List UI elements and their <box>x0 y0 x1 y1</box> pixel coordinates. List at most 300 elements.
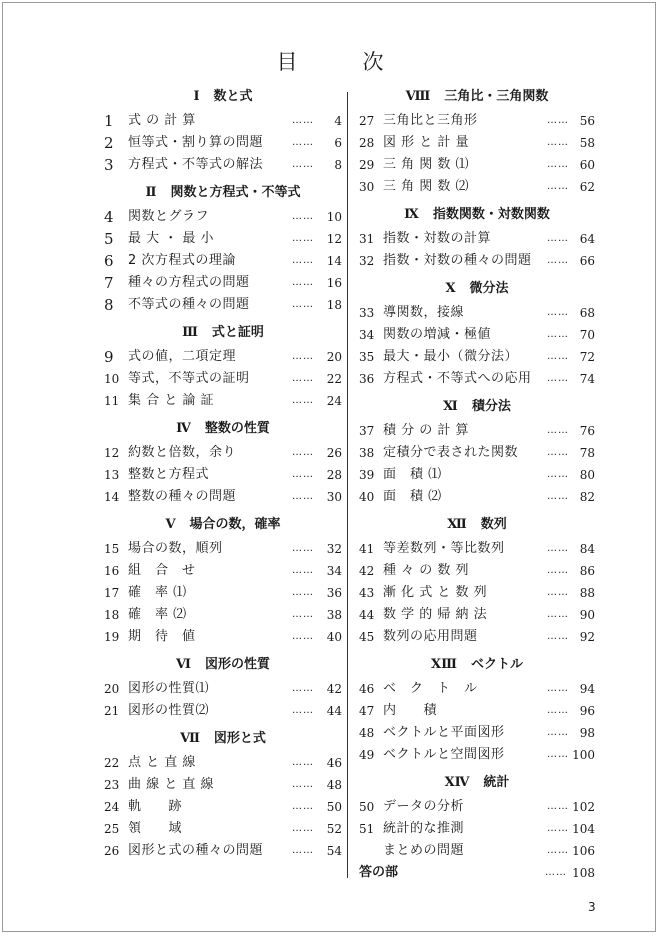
answers-page: 108 <box>572 866 595 880</box>
entry-title: 軌 跡 <box>128 799 183 814</box>
toc-entry[interactable] <box>355 132 599 154</box>
leader-dots: …… <box>292 609 314 620</box>
leader-dots: …… <box>547 159 569 170</box>
leader-dots: …… <box>547 233 569 244</box>
leader-dots: …… <box>547 587 569 598</box>
leader-dots: …… <box>547 115 569 126</box>
toc-right-column <box>355 84 599 884</box>
entry-page: 26 <box>326 446 342 460</box>
entry-page: 96 <box>579 704 595 718</box>
leader-dots: …… <box>547 137 569 148</box>
section-name: 場合の数，確率 <box>189 517 281 532</box>
toc-entry[interactable] <box>100 272 346 294</box>
entry-page: 52 <box>326 822 342 836</box>
section-name: 整数の性質 <box>204 421 270 436</box>
entry-number: 13 <box>104 468 120 482</box>
section-title <box>100 416 346 442</box>
toc-entry[interactable] <box>355 626 599 648</box>
section-name: 数列 <box>480 517 507 532</box>
section-name: 図形と式 <box>213 731 266 746</box>
entry-number: 5 <box>104 230 114 248</box>
leader-dots: …… <box>292 211 314 222</box>
entry-number: 12 <box>104 446 120 460</box>
entry-title: ベクトルと平面図形 <box>383 725 505 740</box>
entry-page: 92 <box>579 630 595 644</box>
toc-entry[interactable] <box>100 840 346 862</box>
leader-dots: …… <box>292 565 314 576</box>
entry-number: 26 <box>104 844 120 858</box>
entry-number: 40 <box>359 490 375 504</box>
entry-page: 46 <box>326 756 342 770</box>
entry-title: 曲 線 と 直 線 <box>128 777 215 792</box>
entry-page: 102 <box>572 800 595 814</box>
entry-page: 58 <box>579 136 595 150</box>
leader-dots: …… <box>292 233 314 244</box>
entry-page: 60 <box>579 158 595 172</box>
toc-entry[interactable] <box>355 176 599 198</box>
entry-title: 点 と 直 線 <box>128 755 196 770</box>
toc-entry[interactable] <box>100 604 346 626</box>
entry-page: 72 <box>579 350 595 364</box>
entry-title: 内 積 <box>383 703 438 718</box>
entry-page: 10 <box>326 210 342 224</box>
entry-number: 45 <box>359 630 375 644</box>
entry-number: 37 <box>359 424 375 438</box>
entry-page: 38 <box>326 608 342 622</box>
leader-dots: …… <box>547 469 569 480</box>
section-name: 関数と方程式・不等式 <box>170 185 301 200</box>
leader-dots: …… <box>292 277 314 288</box>
leader-dots: …… <box>547 491 569 502</box>
toc-entry[interactable] <box>100 678 346 700</box>
leader-dots: …… <box>547 425 569 436</box>
entry-number: 3 <box>104 156 114 174</box>
entry-number: 24 <box>104 800 120 814</box>
entry-number: 17 <box>104 586 120 600</box>
entry-title: 導関数，接線 <box>383 305 465 320</box>
leader-dots: …… <box>292 115 314 126</box>
entry-number: 1 <box>104 112 114 130</box>
section-number: Ⅳ <box>176 421 191 436</box>
entry-title: 漸 化 式 と 数 列 <box>383 585 488 600</box>
entry-title: 積 分 の 計 算 <box>383 423 470 438</box>
entry-number: 4 <box>104 208 114 226</box>
leader-dots: …… <box>547 631 569 642</box>
entry-title: 確 率 ⑵ <box>128 607 187 622</box>
section-number: Ⅴ <box>165 517 176 532</box>
section-title <box>355 512 599 538</box>
entry-number: 9 <box>104 348 114 366</box>
entry-number: 27 <box>359 114 375 128</box>
toc-entry[interactable] <box>100 346 346 368</box>
toc-entry[interactable] <box>355 840 599 862</box>
entry-title: 数 学 的 帰 納 法 <box>383 607 488 622</box>
leader-dots: …… <box>547 373 569 384</box>
leader-dots: …… <box>547 845 569 856</box>
toc-entry[interactable] <box>100 818 346 840</box>
toc-entry[interactable] <box>355 486 599 508</box>
entry-number: 2 <box>104 134 114 152</box>
toc-entry[interactable] <box>355 678 599 700</box>
entry-title: まとめの問題 <box>383 843 465 858</box>
entry-page: 30 <box>326 490 342 504</box>
toc-entry[interactable] <box>355 324 599 346</box>
entry-page: 4 <box>334 114 342 128</box>
leader-dots: …… <box>547 447 569 458</box>
toc-entry[interactable] <box>355 744 599 766</box>
section-title <box>100 180 346 206</box>
section-number: ⅩⅢ <box>431 657 457 672</box>
leader-dots: …… <box>292 469 314 480</box>
entry-title: 方程式・不等式の解法 <box>128 157 264 172</box>
entry-number: 15 <box>104 542 120 556</box>
entry-number: 36 <box>359 372 375 386</box>
entry-number: 31 <box>359 232 375 246</box>
leader-dots: …… <box>547 801 569 812</box>
section-title <box>355 202 599 228</box>
entry-title: 図形の性質⑴ <box>128 681 210 696</box>
toc-entry[interactable] <box>355 346 599 368</box>
entry-page: 40 <box>326 630 342 644</box>
entry-number: 33 <box>359 306 375 320</box>
entry-number: 14 <box>104 490 120 504</box>
entry-page: 66 <box>579 254 595 268</box>
entry-number: 6 <box>104 252 114 270</box>
leader-dots: …… <box>292 757 314 768</box>
entry-page: 98 <box>579 726 595 740</box>
toc-entry[interactable] <box>355 464 599 486</box>
section-number: Ⅺ <box>443 399 458 414</box>
toc-entry[interactable] <box>355 442 599 464</box>
section-name: 微分法 <box>469 281 509 296</box>
section-title <box>355 770 599 796</box>
entry-page: 24 <box>326 394 342 408</box>
toc-entry[interactable] <box>355 302 599 324</box>
entry-title: 三 角 関 数 ⑴ <box>383 157 470 172</box>
entry-title: 指数・対数の計算 <box>383 231 492 246</box>
entry-title: 関数の増減・極値 <box>383 327 492 342</box>
leader-dots: …… <box>547 255 569 266</box>
leader-dots: …… <box>547 543 569 554</box>
entry-page: 84 <box>579 542 595 556</box>
toc-entry[interactable] <box>355 818 599 840</box>
entry-page: 34 <box>326 564 342 578</box>
entry-title: 不等式の種々の問題 <box>128 297 250 312</box>
toc-entry[interactable] <box>355 700 599 722</box>
entry-page: 18 <box>326 298 342 312</box>
entry-number: 49 <box>359 748 375 762</box>
entry-title: データの分析 <box>383 799 465 814</box>
toc-entry[interactable] <box>100 110 346 132</box>
section-name: 三角比・三角関数 <box>444 89 549 104</box>
entry-title: 整数の種々の問題 <box>128 489 237 504</box>
leader-dots: …… <box>292 447 314 458</box>
entry-title: ベクトルと空間図形 <box>383 747 505 762</box>
toc-entry[interactable] <box>355 420 599 442</box>
section-name: ベクトル <box>470 657 523 672</box>
entry-title: 恒等式・割り算の問題 <box>128 135 264 150</box>
entry-title: 式の値，二項定理 <box>128 349 237 364</box>
entry-title: 三 角 関 数 ⑵ <box>383 179 470 194</box>
section-number: Ⅱ <box>145 185 157 200</box>
entry-page: 64 <box>579 232 595 246</box>
toc-entry[interactable] <box>100 464 346 486</box>
entry-page: 14 <box>326 254 342 268</box>
entry-title: 整数と方程式 <box>128 467 210 482</box>
entry-page: 76 <box>579 424 595 438</box>
leader-dots: …… <box>292 779 314 790</box>
entry-title: 最 大 ・ 最 小 <box>128 231 215 246</box>
section-name: 数と式 <box>213 89 253 104</box>
leader-dots: …… <box>292 705 314 716</box>
entry-title: 関数とグラフ <box>128 209 210 224</box>
section-name: 式と証明 <box>211 325 264 340</box>
section-title <box>100 652 346 678</box>
entry-page: 16 <box>326 276 342 290</box>
section-title <box>100 512 346 538</box>
toc-entry[interactable] <box>100 368 346 390</box>
leader-dots: …… <box>292 683 314 694</box>
leader-dots: …… <box>292 801 314 812</box>
entry-number: 30 <box>359 180 375 194</box>
leader-dots: …… <box>547 749 569 760</box>
toc-entry[interactable] <box>100 582 346 604</box>
entry-page: 32 <box>326 542 342 556</box>
entry-title: 最大・最小（微分法） <box>383 349 519 364</box>
entry-page: 36 <box>326 586 342 600</box>
entry-title: 等差数列・等比数列 <box>383 541 505 556</box>
section-number: Ⅹ <box>445 281 456 296</box>
leader-dots: …… <box>292 845 314 856</box>
toc-entry[interactable] <box>100 626 346 648</box>
toc-entry[interactable] <box>100 294 346 316</box>
entry-number: 29 <box>359 158 375 172</box>
toc-left-column <box>100 84 346 862</box>
entry-page: 20 <box>326 350 342 364</box>
section-number: Ⅻ <box>447 517 467 532</box>
leader-dots: …… <box>292 159 314 170</box>
leader-dots: …… <box>292 587 314 598</box>
entry-number: 22 <box>104 756 120 770</box>
entry-page: 86 <box>579 564 595 578</box>
entry-title: 集 合 と 論 証 <box>128 393 215 408</box>
section-title <box>355 394 599 420</box>
leader-dots: …… <box>547 307 569 318</box>
entry-number: 46 <box>359 682 375 696</box>
leader-dots: …… <box>292 491 314 502</box>
toc-entry[interactable] <box>355 722 599 744</box>
entry-page: 6 <box>334 136 342 150</box>
entry-title: 三角比と三角形 <box>383 113 478 128</box>
leader-dots: …… <box>547 683 569 694</box>
section-name: 指数関数・対数関数 <box>432 207 550 222</box>
leader-dots: …… <box>292 373 314 384</box>
entry-number: 19 <box>104 630 120 644</box>
entry-number: 20 <box>104 682 120 696</box>
entry-number: 10 <box>104 372 120 386</box>
toc-entry[interactable] <box>100 132 346 154</box>
leader-dots: …… <box>547 351 569 362</box>
entry-page: 12 <box>326 232 342 246</box>
entry-number: 48 <box>359 726 375 740</box>
entry-title: 図 形 と 計 量 <box>383 135 470 150</box>
entry-number: 43 <box>359 586 375 600</box>
entry-page: 104 <box>572 822 595 836</box>
entry-number: 50 <box>359 800 375 814</box>
section-number: Ⅸ <box>404 207 419 222</box>
entry-title: 確 率 ⑴ <box>128 585 187 600</box>
leader-dots: …… <box>292 255 314 266</box>
entry-page: 44 <box>326 704 342 718</box>
toc-entry[interactable] <box>100 228 346 250</box>
leader-dots: …… <box>547 823 569 834</box>
toc-entry[interactable] <box>355 796 599 818</box>
section-title <box>100 320 346 346</box>
toc-entry[interactable] <box>355 154 599 176</box>
toc-entry[interactable] <box>100 154 346 176</box>
toc-entry[interactable] <box>100 538 346 560</box>
section-number: ⅩⅣ <box>444 775 470 790</box>
leader-dots: …… <box>547 181 569 192</box>
leader-dots: …… <box>547 565 569 576</box>
section-title <box>355 84 599 110</box>
leader-dots: …… <box>292 631 314 642</box>
toc-entry[interactable] <box>100 390 346 412</box>
leader-dots: …… <box>292 351 314 362</box>
entry-page: 94 <box>579 682 595 696</box>
toc-entry[interactable] <box>100 486 346 508</box>
entry-title: 領 域 <box>128 821 183 836</box>
entry-title: 統計的な推測 <box>383 821 465 836</box>
toc-entry[interactable] <box>355 250 599 272</box>
entry-page: 28 <box>326 468 342 482</box>
page-title: 目 次 <box>276 50 406 74</box>
column-divider <box>347 92 348 878</box>
entry-page: 56 <box>579 114 595 128</box>
section-number: Ⅲ <box>182 325 198 340</box>
section-name: 統計 <box>483 775 510 790</box>
entry-number: 42 <box>359 564 375 578</box>
entry-page: 48 <box>326 778 342 792</box>
leader-dots: …… <box>292 395 314 406</box>
toc-entry[interactable] <box>100 774 346 796</box>
toc-entry[interactable] <box>100 796 346 818</box>
entry-number: 23 <box>104 778 120 792</box>
entry-title: 面 積 ⑴ <box>383 467 442 482</box>
leader-dots: …… <box>545 867 567 878</box>
entry-page: 62 <box>579 180 595 194</box>
entry-title: 種々の方程式の問題 <box>128 275 250 290</box>
entry-page: 90 <box>579 608 595 622</box>
entry-title: 種 々 の 数 列 <box>383 563 470 578</box>
section-name: 図形の性質 <box>204 657 270 672</box>
entry-title: 期 待 値 <box>128 629 196 644</box>
entry-page: 68 <box>579 306 595 320</box>
section-number: Ⅶ <box>180 731 200 746</box>
section-title <box>100 726 346 752</box>
toc-entry[interactable] <box>100 752 346 774</box>
toc-entry[interactable] <box>100 206 346 228</box>
entry-number: 35 <box>359 350 375 364</box>
entry-number: 41 <box>359 542 375 556</box>
leader-dots: …… <box>547 705 569 716</box>
entry-title: 指数・対数の種々の問題 <box>383 253 532 268</box>
toc-entry[interactable] <box>355 582 599 604</box>
toc-entry[interactable] <box>355 560 599 582</box>
entry-number: 8 <box>104 296 114 314</box>
leader-dots: …… <box>547 727 569 738</box>
entry-number: 18 <box>104 608 120 622</box>
entry-title: 場合の数，順列 <box>128 541 223 556</box>
entry-number: 51 <box>359 822 375 836</box>
entry-page: 50 <box>326 800 342 814</box>
toc-entry[interactable] <box>100 560 346 582</box>
section-name: 積分法 <box>471 399 511 414</box>
entry-page: 78 <box>579 446 595 460</box>
answers-entry[interactable] <box>355 862 599 884</box>
toc-entry[interactable] <box>355 110 599 132</box>
entry-title: 面 積 ⑵ <box>383 489 442 504</box>
leader-dots: …… <box>292 823 314 834</box>
entry-page: 70 <box>579 328 595 342</box>
toc-entry[interactable] <box>100 442 346 464</box>
section-number: Ⅰ <box>193 89 200 104</box>
toc-entry[interactable] <box>100 250 346 272</box>
leader-dots: …… <box>547 609 569 620</box>
toc-entry[interactable] <box>355 368 599 390</box>
toc-entry[interactable] <box>355 604 599 626</box>
entry-number: 32 <box>359 254 375 268</box>
leader-dots: …… <box>292 299 314 310</box>
toc-entry[interactable] <box>355 538 599 560</box>
entry-number: 47 <box>359 704 375 718</box>
entry-number: 44 <box>359 608 375 622</box>
entry-number: 16 <box>104 564 120 578</box>
entry-title: 数列の応用問題 <box>383 629 478 644</box>
entry-title: 定積分で表された関数 <box>383 445 519 460</box>
section-title <box>100 84 346 110</box>
entry-title: 方程式・不等式への応用 <box>383 371 532 386</box>
entry-title: 約数と倍数，余り <box>128 445 237 460</box>
toc-entry[interactable] <box>100 700 346 722</box>
entry-title: 組 合 せ <box>128 563 196 578</box>
entry-title: 2 次方程式の理論 <box>128 253 236 268</box>
entry-title: 図形と式の種々の問題 <box>128 843 264 858</box>
entry-title: 等式，不等式の証明 <box>128 371 250 386</box>
answers-label: 答の部 <box>359 865 399 880</box>
leader-dots: …… <box>292 137 314 148</box>
entry-page: 8 <box>334 158 342 172</box>
entry-page: 80 <box>579 468 595 482</box>
leader-dots: …… <box>292 543 314 554</box>
entry-number: 39 <box>359 468 375 482</box>
entry-page: 74 <box>579 372 595 386</box>
entry-number: 28 <box>359 136 375 150</box>
section-title <box>355 652 599 678</box>
entry-number: 34 <box>359 328 375 342</box>
entry-page: 22 <box>326 372 342 386</box>
entry-number: 21 <box>104 704 120 718</box>
toc-entry[interactable] <box>355 228 599 250</box>
entry-number: 38 <box>359 446 375 460</box>
entry-title: 式 の 計 算 <box>128 113 196 128</box>
entry-number: 7 <box>104 274 114 292</box>
entry-number: 25 <box>104 822 120 836</box>
section-number: Ⅵ <box>176 657 191 672</box>
entry-page: 82 <box>579 490 595 504</box>
entry-page: 42 <box>326 682 342 696</box>
entry-page: 54 <box>326 844 342 858</box>
